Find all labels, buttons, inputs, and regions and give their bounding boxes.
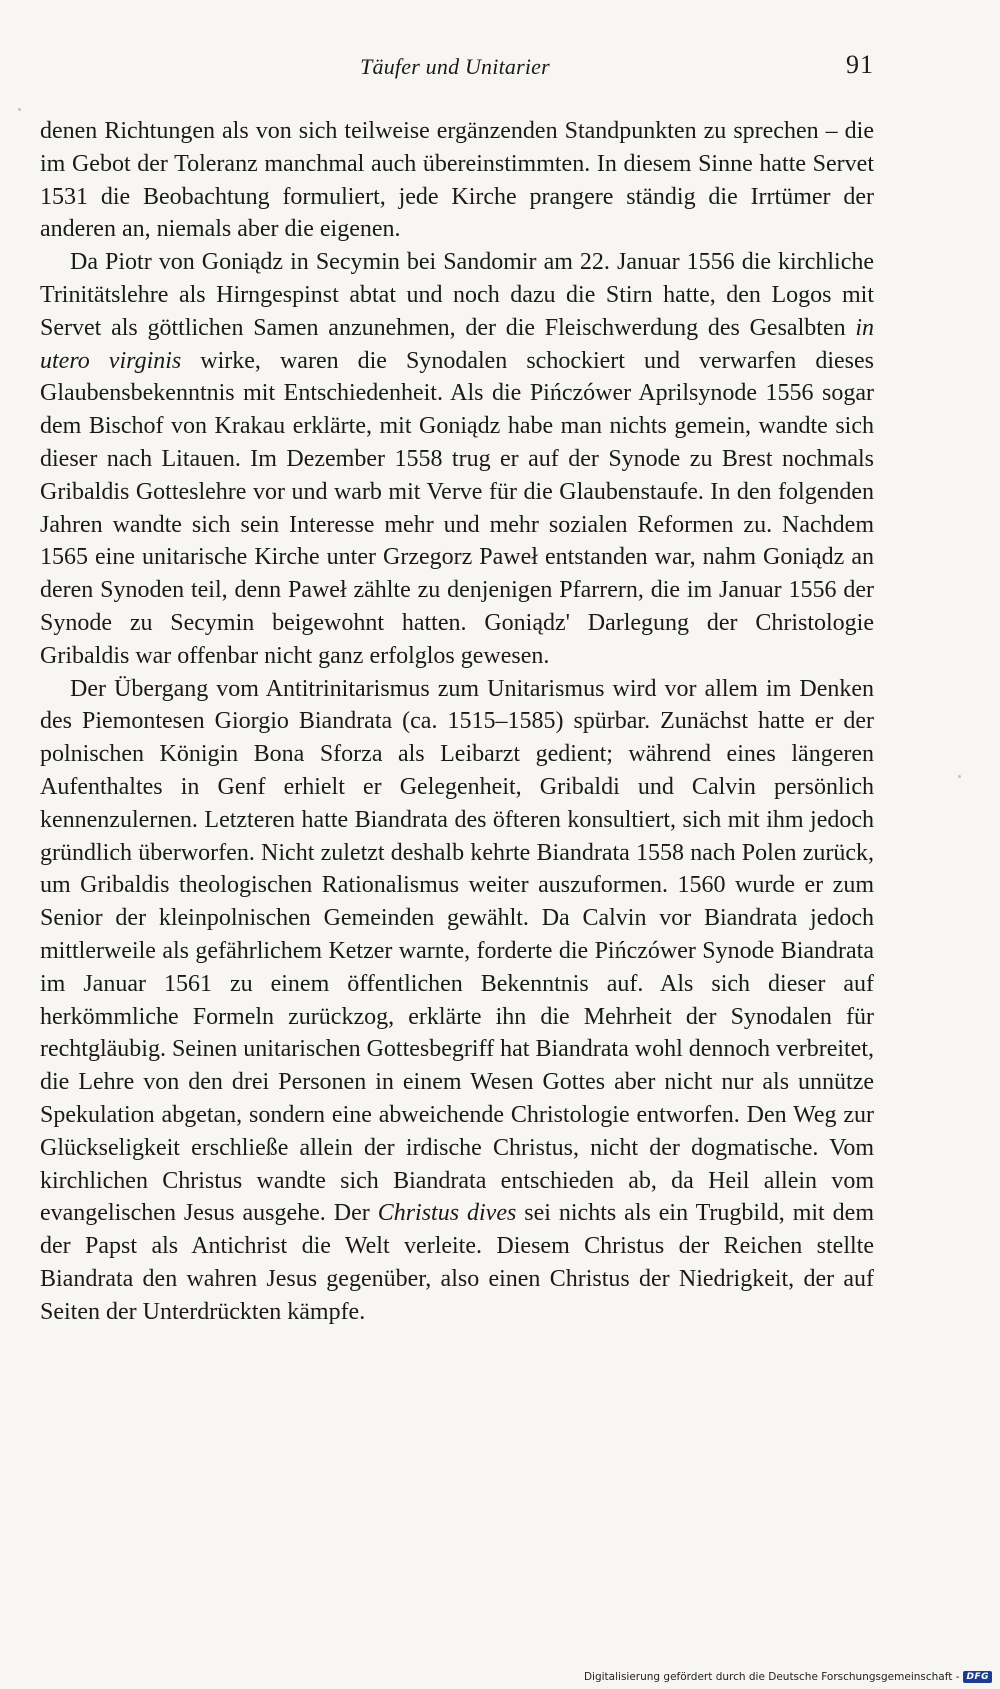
running-head (40, 50, 874, 86)
paragraph-text: wirke, waren die Synodalen schockiert und verwarfen dieses Glaubensbekenntnis mit Entschiedenheit. Als die Pińczówer Aprilsynode 1556 sogar dem Bischof von Krakau erklärte, mit Goniądz habe man nichts gemein, wandte sich dieser nach Litauen. Im Dezember 1558 trug er auf der Synode zu Brest nochmals Gribaldis Gotteslehre vor und warb mit Verve für die Glaubenstaufe. In den folgenden Jahren wandte sich sein Interesse mehr und mehr sozialen Reformen zu. Nachdem 1565 eine unitarische Kirche unter Grzegorz Paweł entstanden war, nahm Goniądz an deren Synoden teil, denn Paweł zählte zu denjenigen Pfarrern, die im Januar 1556 der Synode zu Secymin beigewohnt hatten. Goniądz' Darlegung der Christologie Gribaldis war offenbar nicht ganz erfolglos gewesen. (40, 347, 874, 669)
page-number: 91 (846, 50, 874, 79)
credit-text: Digitalisierung gefördert durch die Deutsche Forschungsgemeinschaft - (583, 1671, 960, 1683)
latin-phrase: Christus dives (377, 1200, 517, 1227)
running-title: Täufer und Unitarier (360, 54, 550, 79)
dfg-logo: DFG (963, 1671, 992, 1683)
latin-phrase: in utero virginis (40, 314, 874, 374)
paragraph (40, 673, 874, 1329)
digitization-credit (584, 1671, 992, 1683)
paragraph-text: Da Piotr von Goniądz in Secymin bei Sandomir am 22. Januar 1556 die kirchliche Trinitätslehre als Hirngespinst abtat und noch dazu die Stirn hatte, den Logos mit Servet als göttlichen Samen anzunehmen, der die Fleischwerdung des Gesalbten (40, 249, 874, 341)
paragraph-text: Der Übergang vom Antitrinitarismus zum Unitarismus wird vor allem im Denken des Piemontesen Giorgio Biandrata (ca. 1515–1585) spürbar. Zunächst hatte er der polnischen Königin Bona Sforza als Leibarzt gedient; während eines längeren Aufenthaltes in Genf erhielt er Gelegenheit, Gribaldi und Calvin persönlich kennenzulernen. Letzteren hatte Biandrata des öfteren konsultiert, sich mit ihm jedoch gründlich überworfen. Nicht zuletzt deshalb kehrte Biandrata 1558 nach Polen zurück, um Gribaldis theologischen Rationalismus weiter auszuformen. 1560 wurde er zum Senior der kleinpolnischen Gemeinden gewählt. Da Calvin vor Biandrata jedoch mittlerweile als gefährlichem Ketzer warnte, forderte die Pińczówer Synode Biandrata im Januar 1561 zu einem öffentlichen Bekenntnis auf. Als sich dieser auf herkömmliche Formeln zurückzog, erklärte ihn die Mehrheit der Synodalen für rechtgläubig. Seinen unitarischen Gottesbegriff hat Biandrata wohl dennoch verbreitet, die Lehre von den drei Personen in einem Wesen Gottes aber nicht nur als unnütze Spekulation abgetan, sondern eine abweichende Christologie entworfen. Den Weg zur Glückseligkeit erschließe allein der irdische Christus, nicht der dogmatische. Vom kirchlichen Christus wandte sich Biandrata entschieden ab, da Heil allein vom evangelischen Jesus ausgehe. Der (40, 675, 874, 1227)
paragraph (40, 246, 874, 672)
scan-speck (18, 108, 21, 111)
paragraph (40, 115, 874, 246)
body-text (40, 115, 874, 1328)
paragraph-text: sei nichts als ein Trugbild, mit dem der Papst als Antichrist die Welt verleite. Diesem Christus der Reichen stellte Biandrata den wahren Jesus gegenüber, also einen Christus der Niedrigkeit, der auf Seiten der Unterdrückten kämpfe. (40, 1200, 874, 1325)
paragraph-text: denen Richtungen als von sich teilweise ergänzenden Standpunkten zu sprechen – die im Gebot der Toleranz manchmal auch übereinstimmten. In diesem Sinne hatte Servet 1531 die Beobachtung formuliert, jede Kirche prangere ständig die Irrtümer der anderen an, niemals aber die eigenen. (40, 118, 874, 243)
scan-speck (958, 775, 961, 778)
